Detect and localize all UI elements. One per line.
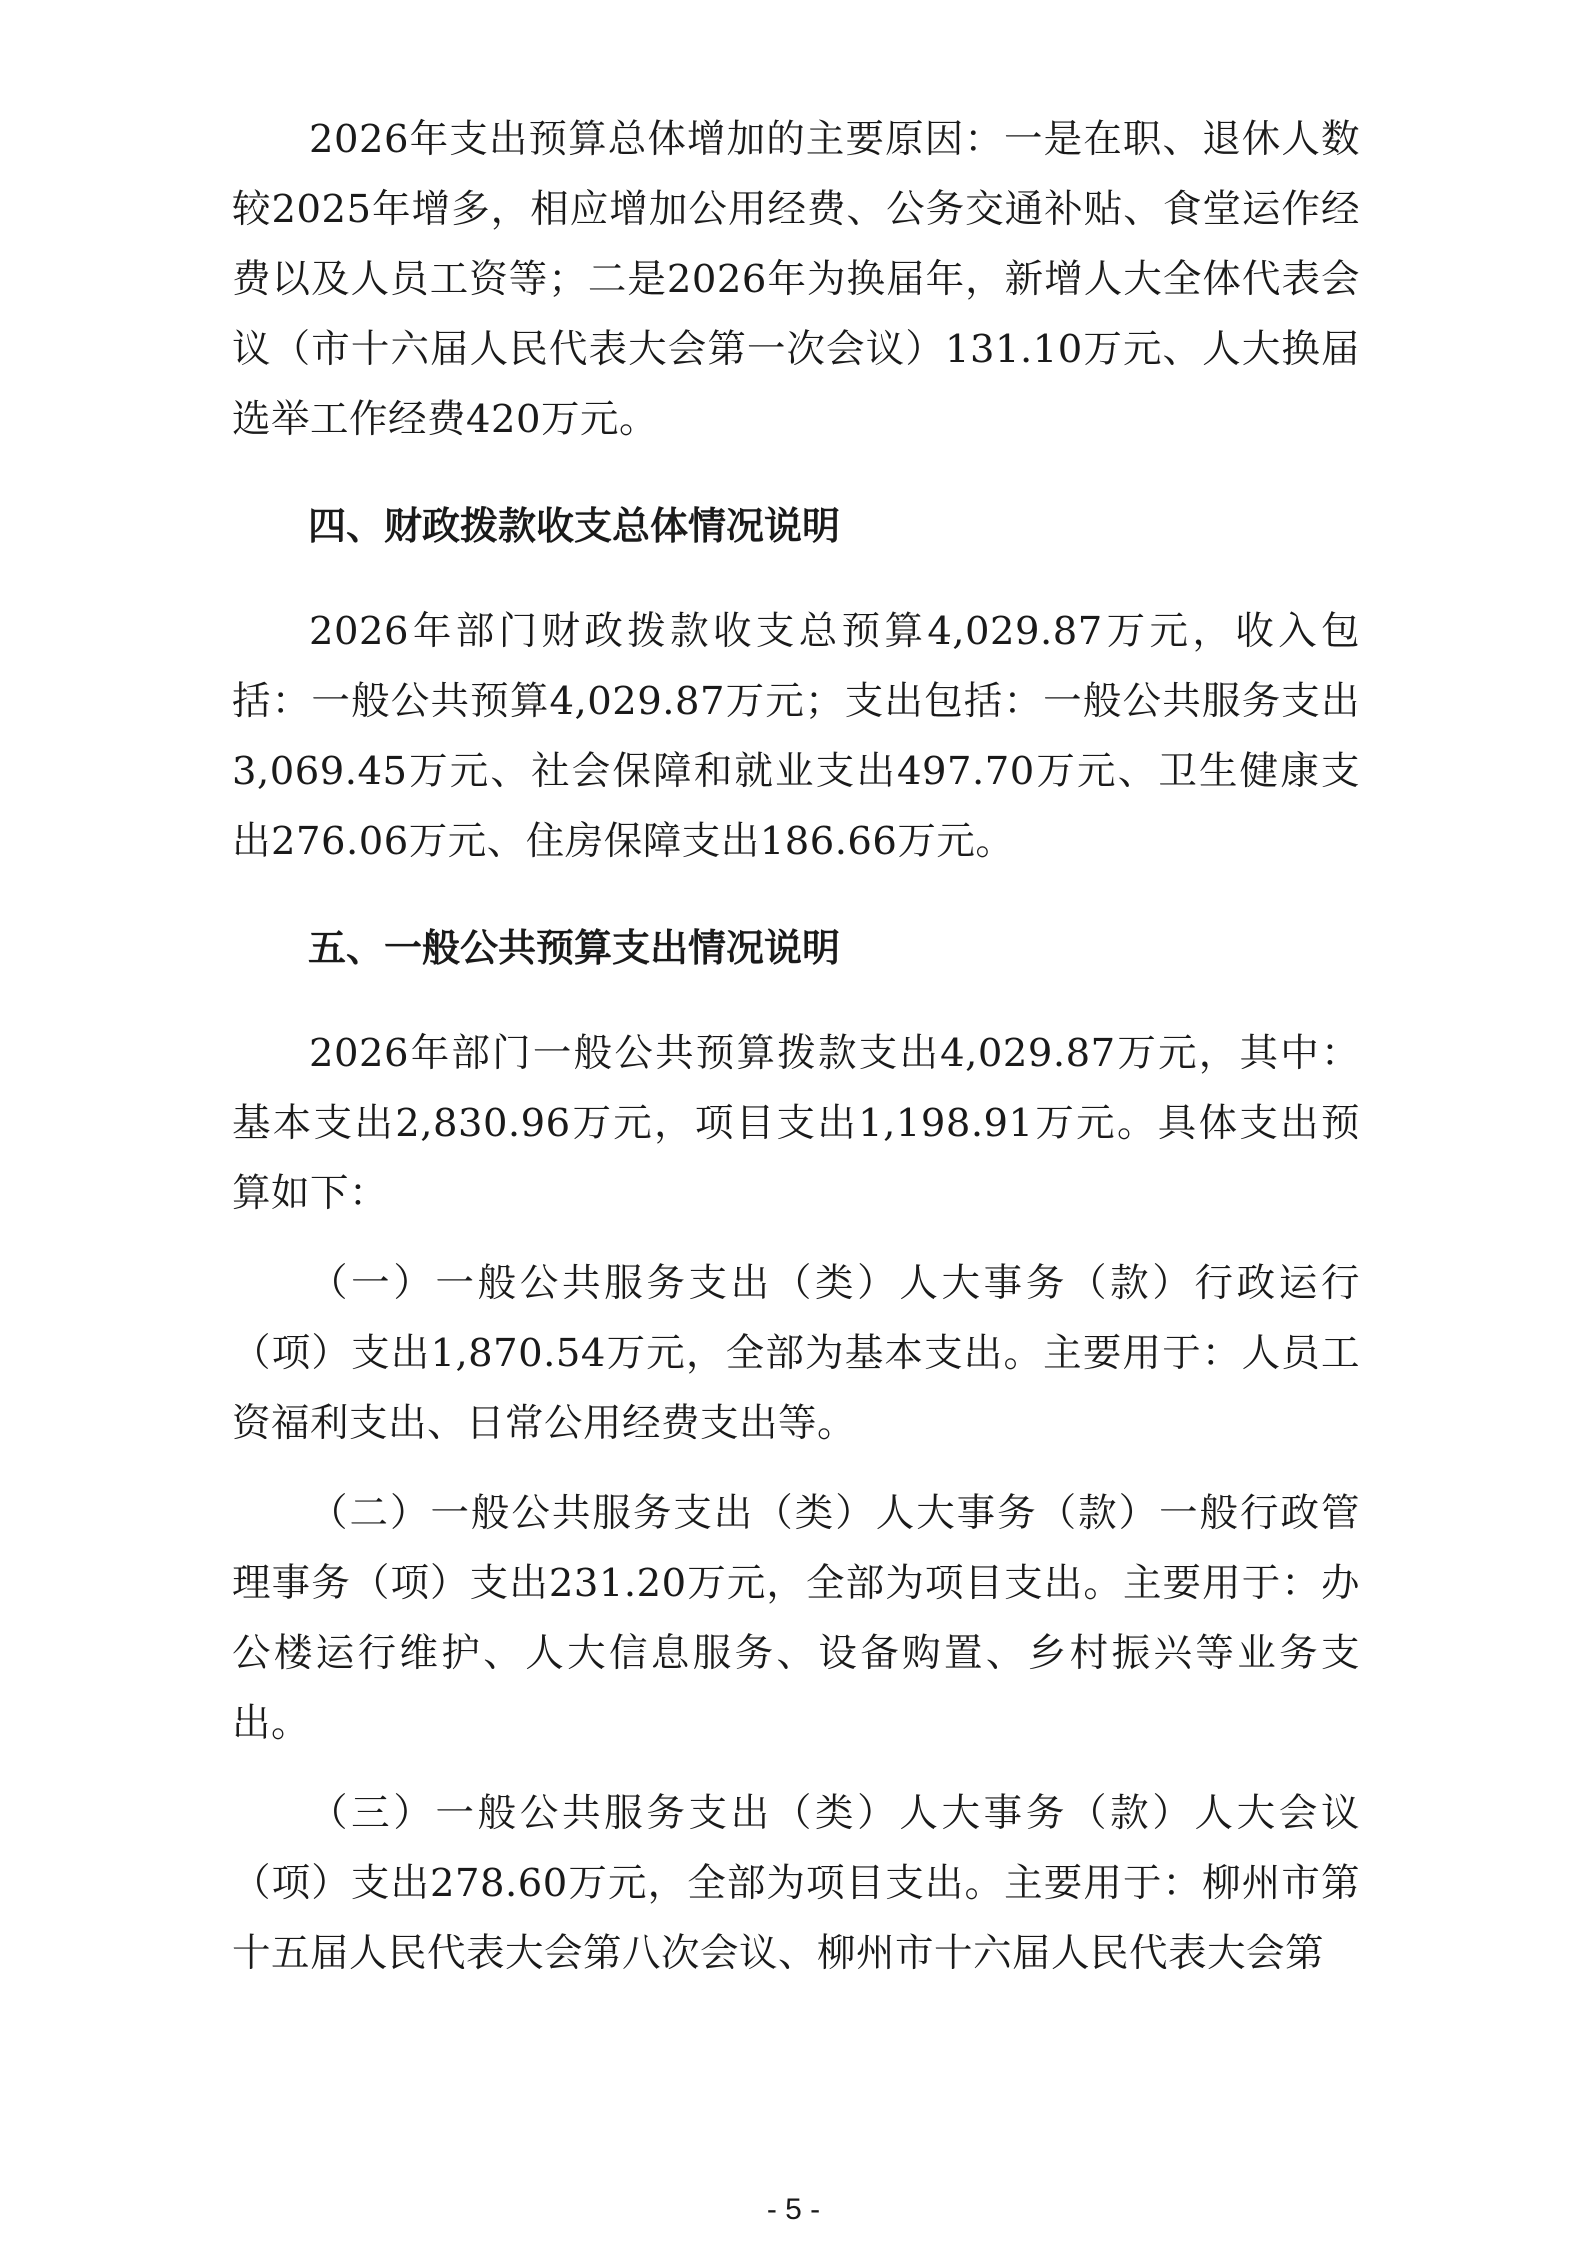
paragraph-item-3-congress-meetings: （三）一般公共服务支出（类）人大事务（款）人大会议（项）支出278.60万元，全部为项目支出。主要用于：柳州市第十五届人民代表大会第八次会议、柳州市十六届人民代表大会第: [232, 1791, 1360, 1976]
section-heading-5: 五、一般公共预算支出情况说明: [308, 926, 841, 970]
document-body: [232, 105, 1360, 1989]
section-heading-4: 四、财政拨款收支总体情况说明: [308, 504, 841, 548]
paragraph-item-2-general-administration: （二）一般公共服务支出（类）人大事务（款）一般行政管理事务（项）支出231.20万元，全部为项目支出。主要用于：办公楼运行维护、人大信息服务、设备购置、乡村振兴等业务支出。: [232, 1491, 1360, 1746]
paragraph-general-budget-expenditure: 2026年部门一般公共预算拨款支出4,029.87万元，其中：基本支出2,830.96万元，项目支出1,198.91万元。具体支出预算如下：: [232, 1031, 1360, 1216]
page-number: - 5 -: [766, 2193, 821, 2226]
paragraph-fiscal-appropriation-summary: 2026年部门财政拨款收支总预算4,029.87万元，收入包括：一般公共预算4,029.87万元；支出包括：一般公共服务支出3,069.45万元、社会保障和就业支出497.70万元、卫生健康支出276.06万元、住房保障支出186.66万元。: [232, 609, 1360, 864]
paragraph-budget-increase-reasons: 2026年支出预算总体增加的主要原因：一是在职、退休人数较2025年增多，相应增加公用经费、公务交通补贴、食堂运作经费以及人员工资等；二是2026年为换届年，新增人大全体代表会议（市十六届人民代表大会第一次会议）131.10万元、人大换届选举工作经费420万元。: [232, 117, 1360, 442]
paragraph-item-1-administrative-operation: （一）一般公共服务支出（类）人大事务（款）行政运行（项）支出1,870.54万元，全部为基本支出。主要用于：人员工资福利支出、日常公用经费支出等。: [232, 1261, 1360, 1446]
